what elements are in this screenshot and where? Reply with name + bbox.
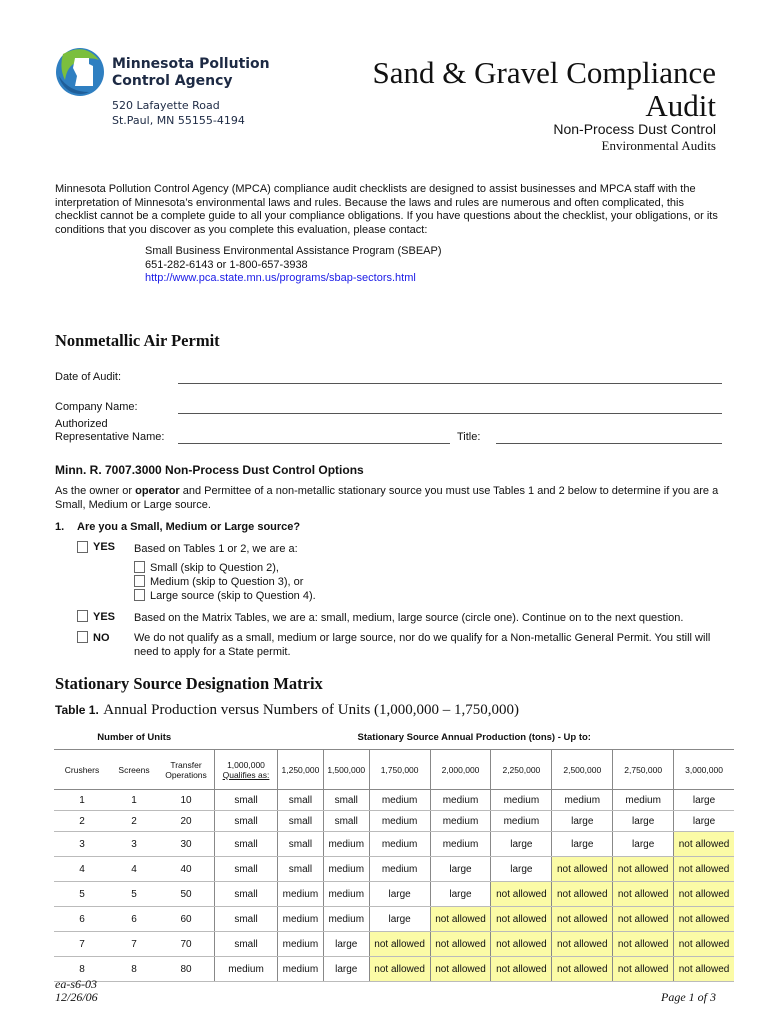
cell-designation: large	[674, 790, 734, 811]
col-production-1: 1,250,000	[278, 750, 324, 790]
cell-not-allowed: not allowed	[552, 882, 613, 907]
col-production-3: 1,750,000	[369, 750, 430, 790]
cell-designation: medium	[278, 957, 324, 982]
table-body	[54, 790, 734, 982]
large-option: Large source (skip to Question 4).	[150, 590, 316, 602]
cell-designation: medium	[369, 790, 430, 811]
cell-not-allowed: not allowed	[491, 882, 552, 907]
cell-designation: small	[323, 811, 369, 832]
company-label: Company Name:	[55, 401, 138, 413]
cell-designation: small	[215, 857, 278, 882]
col-crushers: Crushers	[54, 750, 110, 790]
table-row	[54, 932, 734, 957]
cell-designation: large	[491, 857, 552, 882]
cell-designation: medium	[491, 790, 552, 811]
cell-designation: small	[215, 811, 278, 832]
cell-not-allowed: not allowed	[369, 957, 430, 982]
group-production: Stationary Source Annual Production (tons) - Up to:	[215, 725, 735, 750]
col-production-5: 2,250,000	[491, 750, 552, 790]
date-field[interactable]	[178, 383, 722, 384]
cell-designation: medium	[430, 790, 491, 811]
cell-designation: medium	[552, 790, 613, 811]
cell-transfer: 10	[158, 790, 215, 811]
yes-checkbox-2[interactable]	[77, 610, 88, 622]
cell-designation: medium	[323, 882, 369, 907]
table-row	[54, 857, 734, 882]
cell-designation: large	[674, 811, 734, 832]
cell-screens: 8	[110, 957, 158, 982]
cell-crushers: 1	[54, 790, 110, 811]
cell-designation: small	[278, 811, 324, 832]
company-field[interactable]	[178, 413, 722, 414]
table-row	[54, 957, 734, 982]
rep-title-field[interactable]	[496, 443, 722, 444]
cell-designation: medium	[323, 907, 369, 932]
cell-crushers: 4	[54, 857, 110, 882]
table-row	[54, 811, 734, 832]
cell-screens: 7	[110, 932, 158, 957]
cell-designation: large	[323, 957, 369, 982]
cell-not-allowed: not allowed	[430, 907, 491, 932]
col-production-8: 3,000,000	[674, 750, 734, 790]
page-title	[296, 56, 716, 122]
cell-transfer: 60	[158, 907, 215, 932]
cell-screens: 3	[110, 832, 158, 857]
cell-not-allowed: not allowed	[430, 932, 491, 957]
table-column-header	[54, 750, 734, 790]
cell-designation: large	[323, 932, 369, 957]
medium-option: Medium (skip to Question 3), or	[150, 576, 304, 588]
cell-not-allowed: not allowed	[613, 907, 674, 932]
cell-crushers: 3	[54, 832, 110, 857]
options-intro-bold: operator	[135, 485, 180, 497]
cell-designation: medium	[430, 811, 491, 832]
cell-not-allowed: not allowed	[674, 882, 734, 907]
cell-designation: medium	[323, 832, 369, 857]
agency-name-line1: Minnesota Pollution	[112, 56, 270, 72]
cell-designation: small	[215, 832, 278, 857]
title-label: Title:	[457, 431, 481, 443]
cell-designation: small	[215, 907, 278, 932]
cell-designation: small	[323, 790, 369, 811]
cell-designation: medium	[323, 857, 369, 882]
subtitle-secondary: Environmental Audits	[601, 138, 716, 153]
contact-phone: 651-282-6143 or 1-800-657-3938	[145, 258, 308, 271]
cell-designation: small	[215, 790, 278, 811]
cell-designation: medium	[491, 811, 552, 832]
yes-text-2: Based on the Matrix Tables, we are a: small, medium, large source (circle one). Continue on to the next question.	[134, 612, 684, 624]
yes-label-2: YES	[93, 611, 116, 623]
cell-transfer: 20	[158, 811, 215, 832]
table-row	[54, 882, 734, 907]
cell-designation: medium	[278, 882, 324, 907]
cell-designation: small	[215, 882, 278, 907]
question-number: 1.	[55, 521, 65, 533]
cell-not-allowed: not allowed	[613, 957, 674, 982]
table-caption-text: Annual Production versus Numbers of Units (1,000,000 – 1,750,000)	[103, 702, 520, 718]
question-text: Are you a Small, Medium or Large source?	[77, 521, 301, 533]
cell-screens: 4	[110, 857, 158, 882]
mpca-logo-icon	[55, 46, 105, 98]
cell-designation: large	[552, 811, 613, 832]
table-label: Table 1.	[55, 703, 99, 717]
intro-paragraph: Minnesota Pollution Control Agency (MPCA) compliance audit checklists are designed to assist businesses and MPCA staff with the interpretation of Minnesota’s environmental laws and rules. Because the laws and rules are numerous and often complicated, this checklist cannot be a complete guide to all your compliance obligations. If you have questions about the checklist, your obligations, or its conditions that you discover as you complete this evaluation, please contact:	[55, 183, 718, 236]
large-checkbox[interactable]	[134, 589, 145, 601]
rep-name-field[interactable]	[178, 443, 450, 444]
agency-address	[112, 98, 245, 128]
col-screens: Screens	[110, 750, 158, 790]
medium-checkbox[interactable]	[134, 575, 145, 587]
contact-name: Small Business Environmental Assistance Program (SBEAP)	[145, 245, 442, 257]
cell-designation: large	[369, 882, 430, 907]
col-production-7: 2,750,000	[613, 750, 674, 790]
cell-designation: medium	[215, 957, 278, 982]
title-line2: Audit	[645, 88, 716, 123]
col-production-6: 2,500,000	[552, 750, 613, 790]
table-row	[54, 907, 734, 932]
cell-designation: large	[369, 907, 430, 932]
group-units: Number of Units	[54, 725, 215, 750]
cell-not-allowed: not allowed	[369, 932, 430, 957]
col-transfer: Transfer Operations	[158, 750, 215, 790]
cell-not-allowed: not allowed	[430, 957, 491, 982]
cell-not-allowed: not allowed	[491, 957, 552, 982]
cell-designation: large	[613, 832, 674, 857]
rep-label-line2: Representative Name:	[55, 431, 165, 443]
doc-date: 12/26/06	[55, 990, 98, 1004]
cell-designation: medium	[430, 832, 491, 857]
cell-designation: large	[430, 857, 491, 882]
permit-heading: Nonmetallic Air Permit	[55, 331, 220, 350]
contact-block	[145, 245, 645, 286]
cell-not-allowed: not allowed	[491, 932, 552, 957]
cell-designation: medium	[278, 907, 324, 932]
cell-not-allowed: not allowed	[674, 832, 734, 857]
col-production-4: 2,000,000	[430, 750, 491, 790]
title-line1: Sand & Gravel Compliance	[372, 55, 716, 90]
options-heading: Minn. R. 7007.3000 Non-Process Dust Control Options	[55, 463, 364, 477]
cell-crushers: 8	[54, 957, 110, 982]
cell-not-allowed: not allowed	[613, 857, 674, 882]
cell-not-allowed: not allowed	[552, 932, 613, 957]
cell-designation: small	[215, 932, 278, 957]
cell-not-allowed: not allowed	[674, 932, 734, 957]
cell-transfer: 70	[158, 932, 215, 957]
cell-designation: medium	[369, 857, 430, 882]
table-group-header	[54, 725, 734, 750]
no-text: We do not qualify as a small, medium or large source, nor do we qualify for a Non-metallic General Permit. You still will need to apply for a State permit.	[134, 632, 711, 658]
cell-not-allowed: not allowed	[613, 882, 674, 907]
cell-not-allowed: not allowed	[613, 932, 674, 957]
cell-designation: small	[278, 857, 324, 882]
cell-designation: small	[278, 832, 324, 857]
cell-not-allowed: not allowed	[552, 957, 613, 982]
cell-designation: medium	[613, 790, 674, 811]
cell-not-allowed: not allowed	[491, 907, 552, 932]
cell-not-allowed: not allowed	[674, 857, 734, 882]
cell-transfer: 80	[158, 957, 215, 982]
page-number: Page 1 of 3	[661, 990, 716, 1004]
no-checkbox[interactable]	[77, 631, 88, 643]
cell-screens: 2	[110, 811, 158, 832]
small-checkbox[interactable]	[134, 561, 145, 573]
cell-designation: medium	[369, 832, 430, 857]
cell-screens: 1	[110, 790, 158, 811]
cell-screens: 6	[110, 907, 158, 932]
cell-designation: large	[613, 811, 674, 832]
options-intro	[55, 485, 719, 512]
col-qualifies-line2: Qualifies as:	[222, 769, 270, 780]
contact-url-link[interactable]: http://www.pca.state.mn.us/programs/sbap-sectors.html	[145, 272, 416, 284]
cell-designation: large	[430, 882, 491, 907]
footer-doc-info	[55, 978, 98, 1004]
cell-not-allowed: not allowed	[674, 957, 734, 982]
yes-label-1: YES	[93, 541, 116, 553]
col-production-2: 1,500,000	[323, 750, 369, 790]
cell-crushers: 5	[54, 882, 110, 907]
no-label: NO	[93, 632, 110, 644]
agency-logo	[55, 46, 105, 98]
cell-transfer: 40	[158, 857, 215, 882]
rep-label	[55, 418, 164, 444]
rep-label-line1: Authorized	[55, 418, 108, 430]
cell-crushers: 6	[54, 907, 110, 932]
cell-not-allowed: not allowed	[674, 907, 734, 932]
agency-name	[112, 56, 270, 90]
col-qualifies-line1: 1,000,000	[227, 759, 265, 770]
subtitle: Non-Process Dust Control	[553, 121, 716, 137]
small-option: Small (skip to Question 2),	[150, 562, 279, 574]
cell-designation: large	[491, 832, 552, 857]
yes-checkbox-1[interactable]	[77, 541, 88, 553]
cell-designation: medium	[369, 811, 430, 832]
address-line1: 520 Lafayette Road	[112, 99, 220, 112]
cell-designation: medium	[278, 932, 324, 957]
options-intro-pre: As the owner or	[55, 485, 136, 497]
options-intro-post: and Permittee of a non-metallic stationary source you must use Tables 1 and 2 below to determine if you are a Small, Medium or Large source.	[55, 485, 719, 511]
date-label: Date of Audit:	[55, 371, 122, 383]
table-caption	[55, 701, 519, 719]
yes-text-1: Based on Tables 1 or 2, we are a:	[134, 543, 298, 555]
table-row	[54, 832, 734, 857]
cell-transfer: 30	[158, 832, 215, 857]
cell-screens: 5	[110, 882, 158, 907]
designation-matrix	[54, 725, 734, 982]
agency-name-line2: Control Agency	[112, 73, 233, 89]
address-line2: St.Paul, MN 55155-4194	[112, 114, 245, 127]
cell-crushers: 7	[54, 932, 110, 957]
cell-designation: large	[552, 832, 613, 857]
cell-crushers: 2	[54, 811, 110, 832]
cell-transfer: 50	[158, 882, 215, 907]
cell-not-allowed: not allowed	[552, 857, 613, 882]
matrix-heading: Stationary Source Designation Matrix	[55, 674, 323, 693]
table-row	[54, 790, 734, 811]
cell-designation: small	[278, 790, 324, 811]
col-qualifies	[215, 750, 278, 790]
cell-not-allowed: not allowed	[552, 907, 613, 932]
doc-id: ea-s6-03	[55, 977, 97, 991]
